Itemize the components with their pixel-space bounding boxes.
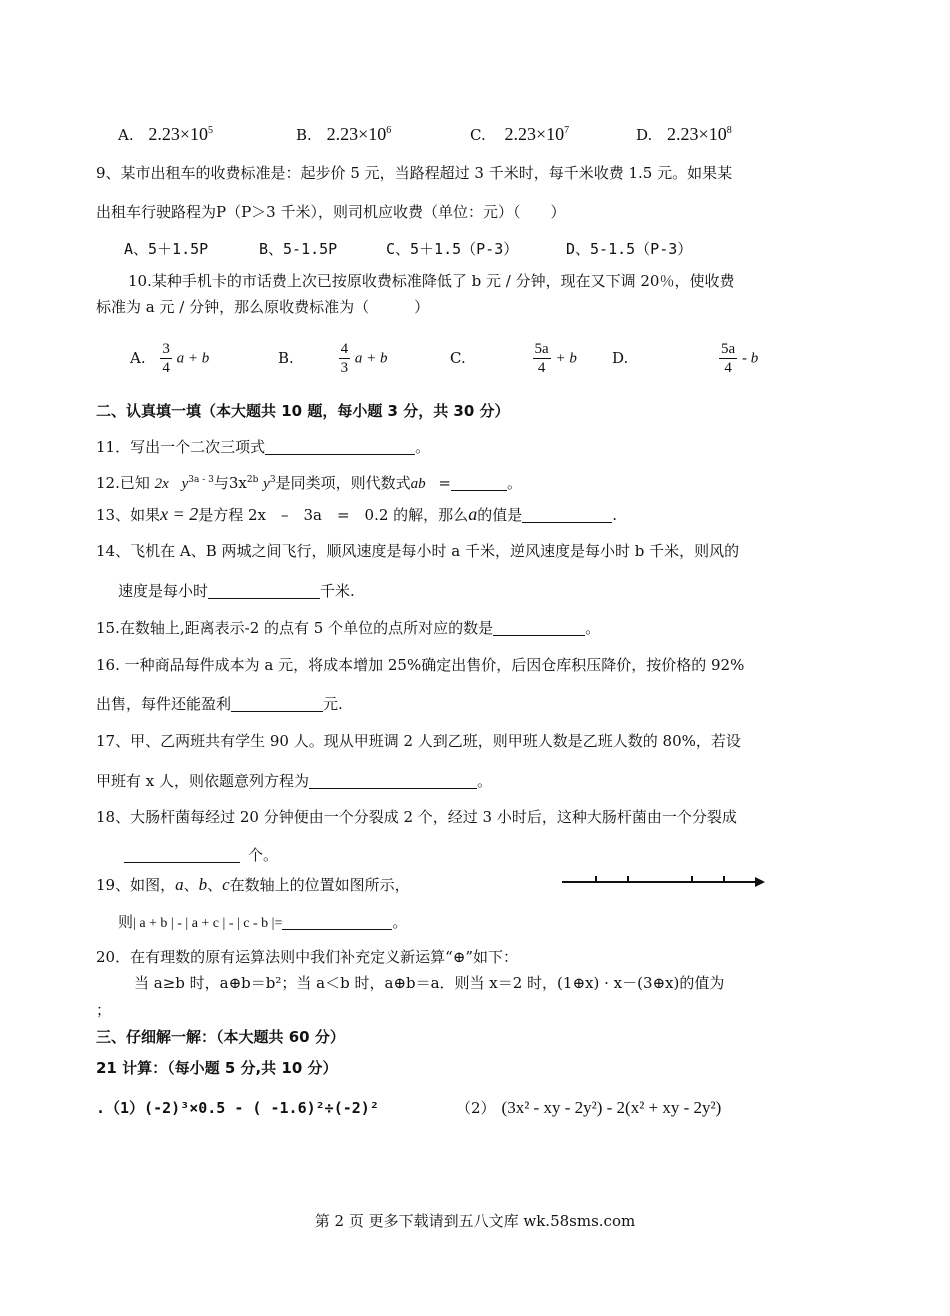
q13: 13、如果x = 2是方程 2x – 3a = 0.2 的解，那么a的值是 .	[96, 504, 617, 524]
q8-option-b: B. $2.23\times 10^6$	[296, 124, 392, 144]
q17-answer-blank[interactable]	[309, 772, 477, 789]
q15-answer-blank[interactable]	[493, 619, 585, 636]
q10-option-b: B. $\frac{4}{3}$ a + b	[278, 341, 388, 376]
q11-answer-blank[interactable]	[265, 438, 415, 455]
q12-answer-blank[interactable]	[451, 474, 507, 491]
q9-line2: 出租车行驶路程为P（P＞3 千米），则司机应收费（单位：元）（ ）	[96, 203, 566, 221]
q13-answer-blank[interactable]	[522, 506, 612, 523]
q9-option-d: D、5-1.5（P-3）	[566, 240, 693, 258]
q9-option-a: A、5＋1.5P	[124, 240, 209, 258]
q9-option-c: C、5＋1.5（P-3）	[386, 240, 519, 258]
q9-option-b: B、5-1.5P	[259, 240, 338, 258]
q10-line2: 标准为 a 元 / 分钟，那么原收费标准为（ ）	[96, 298, 430, 316]
q8-option-c: C. $2.23\times 10^7$	[470, 124, 570, 144]
q19-line2: 则| a + b | - | a + c | - | c - b |= 。	[118, 913, 408, 931]
q14-answer-blank[interactable]	[208, 582, 320, 599]
number-line-arrow	[755, 877, 765, 887]
q12: 12.已知 2x $y^{3a - 3}$与$3x^{2b}$ $y^3$是同类项，则代数式ab = 。	[96, 474, 522, 492]
q11: 11．写出一个二次三项式 。	[96, 438, 431, 456]
q17-line2: 甲班有 x 人，则依题意列方程为 。	[96, 772, 493, 790]
q8-option-d: D. $2.23\times 10^8$	[636, 124, 732, 144]
q21-title: 21 计算：（每小题 5 分,共 10 分）	[96, 1059, 338, 1077]
q10-option-c: C. $\frac{5a}{4}$ + b	[450, 341, 577, 376]
q21-part2: （2） (3x² - xy - 2y²) - 2(x² + xy - 2y²)	[456, 1098, 722, 1117]
q10-line1: 10.某种手机卡的市话费上次已按原收费标准降低了 b 元 / 分钟，现在又下调 20％，使收费	[128, 272, 735, 290]
q9-line1: 9、某市出租车的收费标准是：起步价 5 元，当路程超过 3 千米时，每千米收费 1.5 元。如果某	[96, 164, 733, 182]
page-footer: 第 2 页 更多下载请到五八文库 wk.58sms.com	[314, 1212, 636, 1230]
q15: 15.在数轴上,距离表示-2 的点有 5 个单位的点所对应的数是 。	[96, 619, 601, 637]
q16-answer-blank[interactable]	[231, 695, 323, 712]
section2-title: 二、认真填一填（本大题共 10 题，每小题 3 分，共 30 分）	[96, 402, 510, 420]
q14-line2: 速度是每小时 千米.	[118, 582, 355, 600]
q20-line3: ；	[96, 1001, 112, 1019]
q17-line1: 17、甲、乙两班共有学生 90 人。现从甲班调 2 人到乙班，则甲班人数是乙班人数的 80%，若设	[96, 732, 741, 750]
q16-line1: 16. 一种商品每件成本为 a 元，将成本增加 25%确定出售价，后因仓库积压降价，按价格的 92%	[96, 656, 745, 674]
q19-answer-blank[interactable]	[282, 913, 392, 930]
q20-line1: 20．在有理数的原有运算法则中我们补充定义新运算“⊕”如下：	[96, 948, 518, 966]
q21-part1: .（1）(-2)³×0.5 - ( -1.6)²÷(-2)²	[96, 1099, 379, 1117]
q8-option-a: A. $2.23\times 10^5$	[118, 124, 214, 144]
q16-line2: 出售，每件还能盈利 元.	[96, 695, 343, 713]
q10-option-d: D. $\frac{5a}{4}$ - b	[612, 341, 759, 376]
section3-title: 三、仔细解一解：（本大题共 60 分）	[96, 1028, 345, 1046]
q18-line2: 个。	[124, 845, 278, 865]
q18-answer-blank[interactable]	[124, 846, 240, 863]
q14-line1: 14、飞机在 A、B 两城之间飞行，顺风速度是每小时 a 千米，逆风速度是每小时 b 千米，则风的	[96, 542, 740, 560]
q10-option-a: A. $\frac{3}{4}$ a + b	[130, 341, 210, 376]
q20-line2: 当 a≥b 时，a⊕b＝b²；当 a＜b 时，a⊕b＝a．则当 x＝2 时，(1⊕x) · x－(3⊕x)的值为	[134, 974, 725, 992]
q19-line1: 19、如图，a、b、c在数轴上的位置如图所示，	[96, 875, 410, 894]
q18-line1: 18、大肠杆菌每经过 20 分钟便由一个分裂成 2 个，经过 3 小时后，这种大肠杆菌由一个分裂成	[96, 808, 737, 826]
number-line-diagram	[560, 872, 770, 892]
